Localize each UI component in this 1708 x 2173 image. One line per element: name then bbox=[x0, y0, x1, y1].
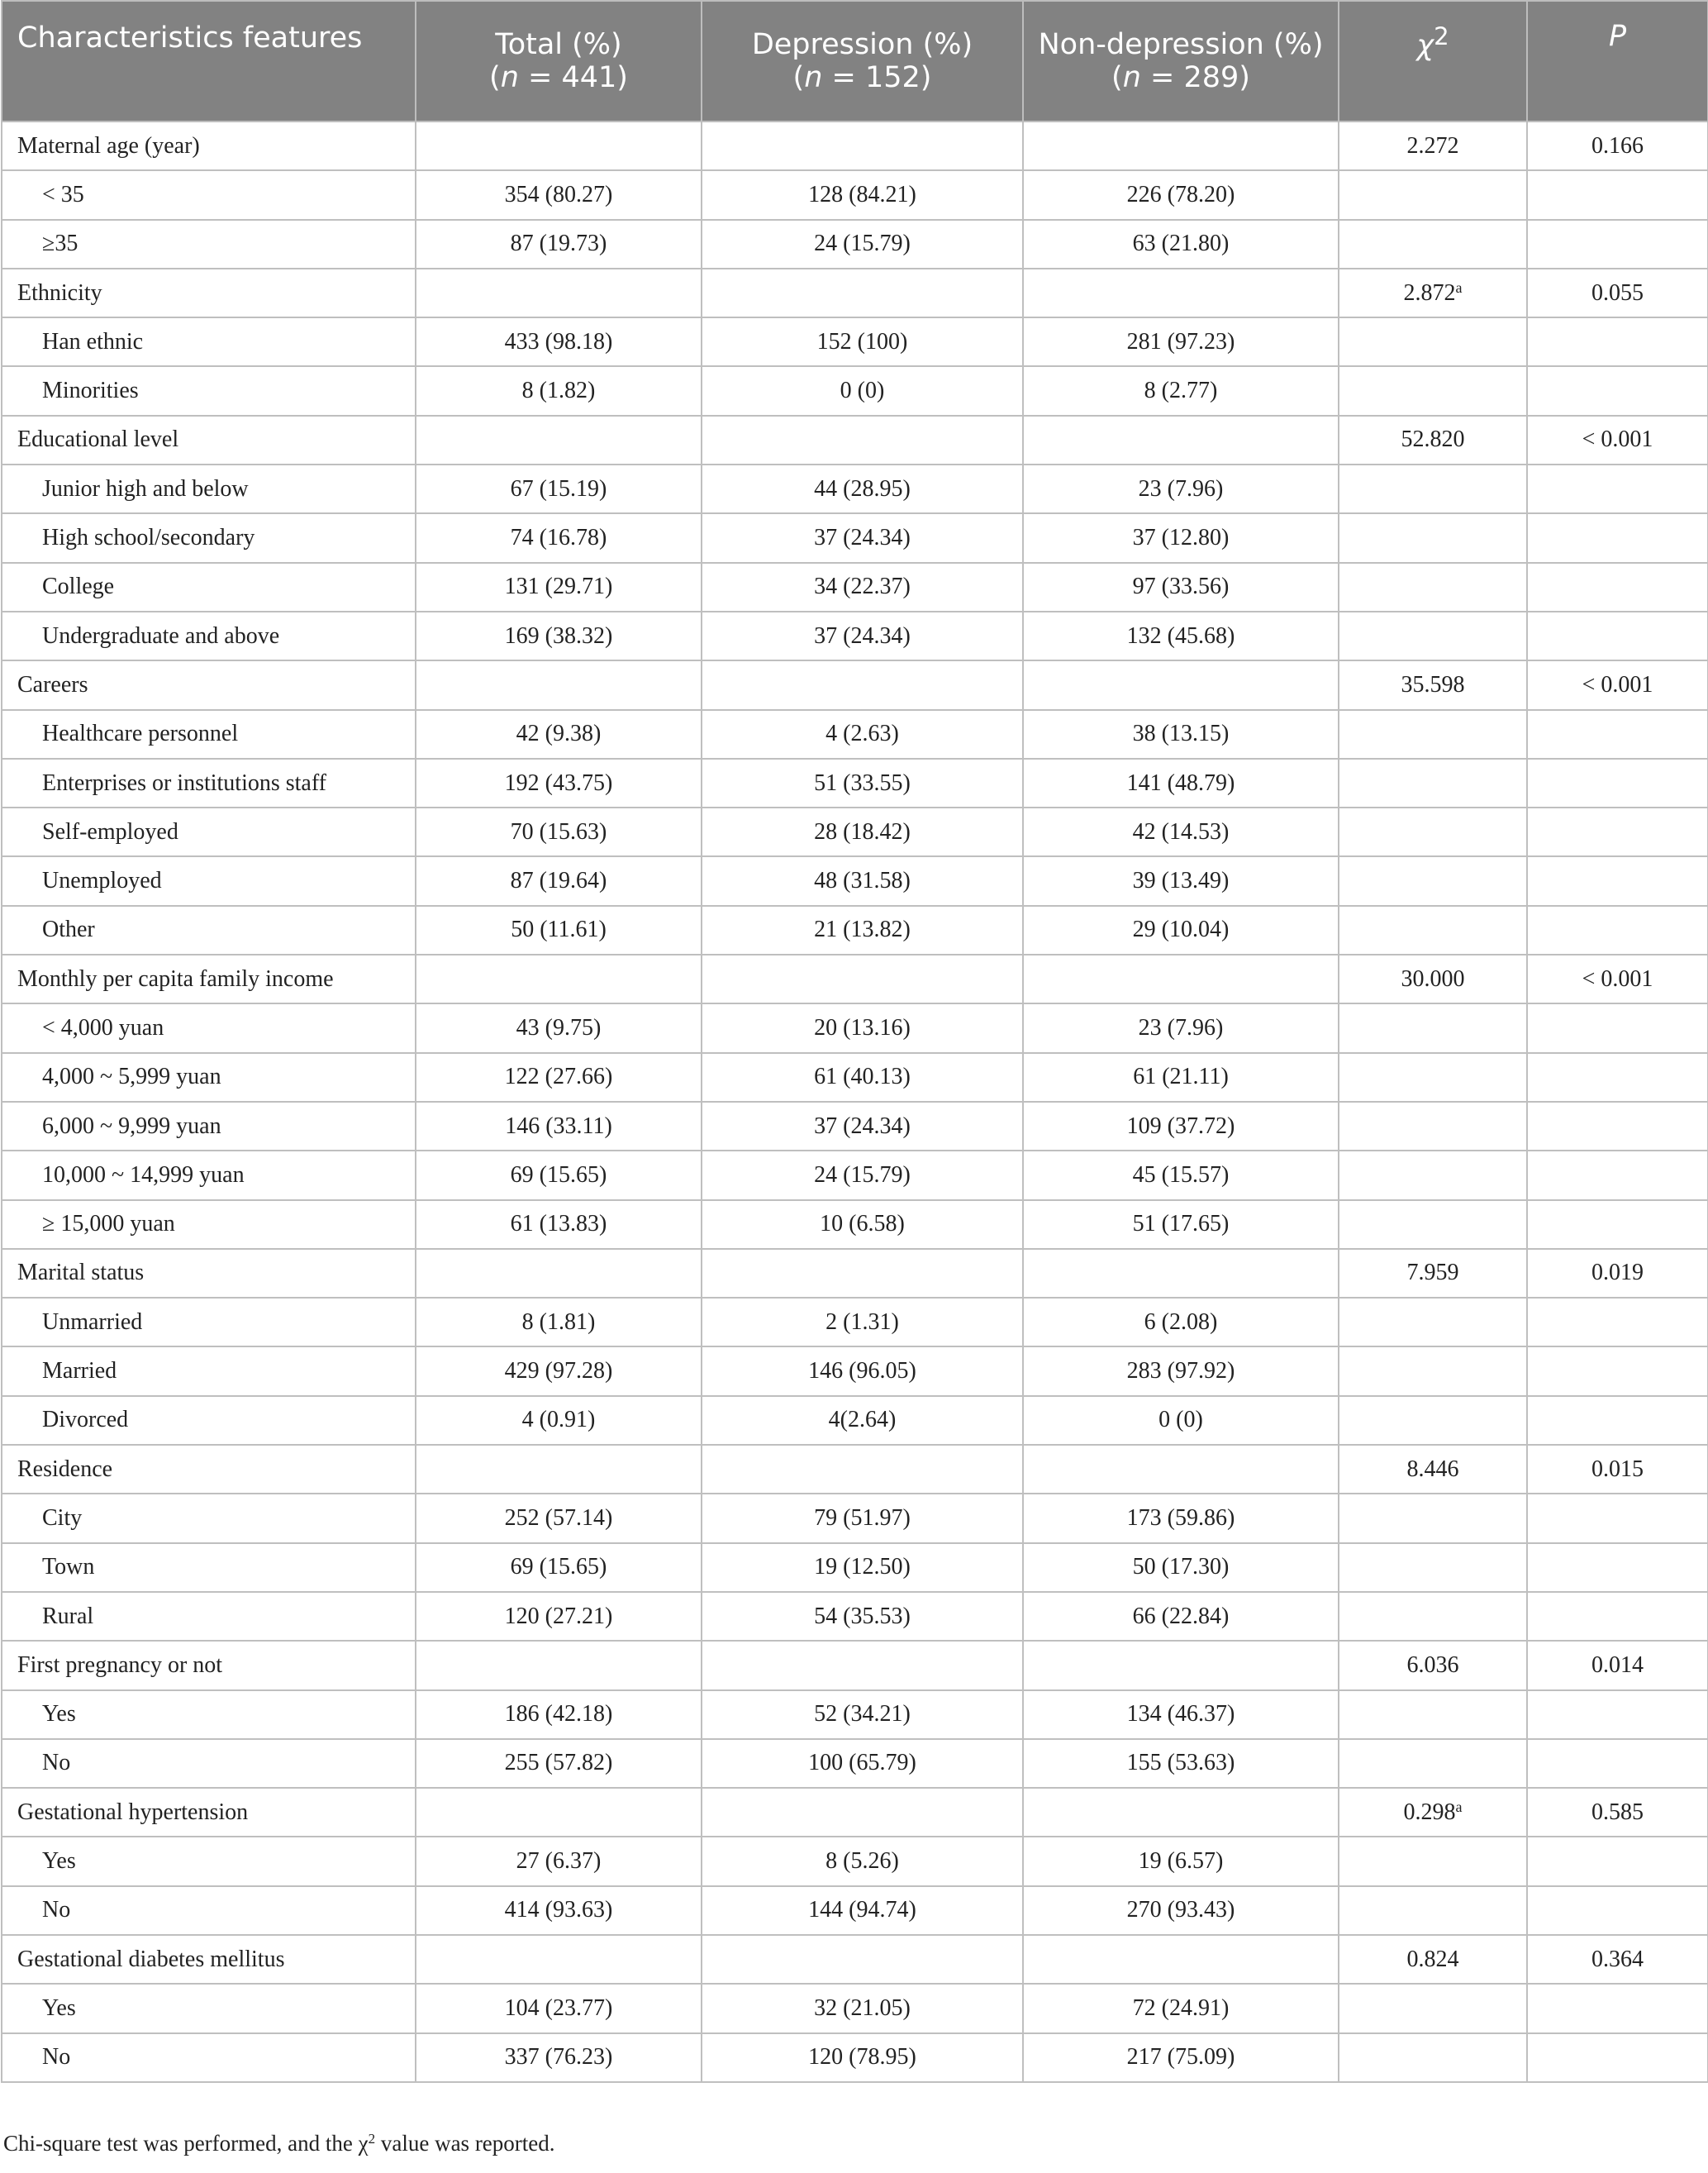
cell-characteristic: No bbox=[2, 2033, 416, 2082]
cell-characteristic: No bbox=[2, 1886, 416, 1935]
cell-p-value bbox=[1527, 563, 1708, 612]
cell-depression: 51 (33.55) bbox=[702, 759, 1023, 808]
cell-total: 186 (42.18) bbox=[416, 1690, 702, 1739]
cell-total: 169 (38.32) bbox=[416, 612, 702, 660]
table-row-subcategory bbox=[2, 1053, 1708, 1102]
cell-non-depression bbox=[1023, 1445, 1339, 1494]
table-row-subcategory bbox=[2, 1346, 1708, 1395]
cell-total: 104 (23.77) bbox=[416, 1984, 702, 2032]
cell-chi-square bbox=[1339, 1690, 1527, 1739]
table-row-category bbox=[2, 1935, 1708, 1984]
cell-non-depression bbox=[1023, 955, 1339, 1003]
cell-depression bbox=[702, 955, 1023, 1003]
cell-chi-square: 35.598 bbox=[1339, 660, 1527, 709]
cell-non-depression: 97 (33.56) bbox=[1023, 563, 1339, 612]
cell-total bbox=[416, 1445, 702, 1494]
cell-characteristic: Marital status bbox=[2, 1249, 416, 1298]
cell-non-depression: 66 (22.84) bbox=[1023, 1592, 1339, 1641]
cell-total bbox=[416, 416, 702, 465]
cell-depression: 28 (18.42) bbox=[702, 808, 1023, 856]
header-depression bbox=[702, 1, 1023, 122]
cell-non-depression: 39 (13.49) bbox=[1023, 856, 1339, 905]
cell-p-value bbox=[1527, 366, 1708, 415]
cell-chi-square bbox=[1339, 1346, 1527, 1395]
cell-non-depression: 173 (59.86) bbox=[1023, 1494, 1339, 1542]
cell-total bbox=[416, 269, 702, 317]
cell-characteristic: No bbox=[2, 1739, 416, 1788]
cell-chi-square bbox=[1339, 1886, 1527, 1935]
cell-total: 433 (98.18) bbox=[416, 317, 702, 366]
table-row-subcategory bbox=[2, 317, 1708, 366]
table-row-category bbox=[2, 122, 1708, 170]
cell-total bbox=[416, 122, 702, 170]
characteristics-table bbox=[1, 0, 1708, 2083]
cell-p-value bbox=[1527, 1690, 1708, 1739]
cell-total bbox=[416, 1788, 702, 1837]
header-p-value: P bbox=[1527, 1, 1708, 122]
cell-characteristic: City bbox=[2, 1494, 416, 1542]
cell-chi-square bbox=[1339, 1053, 1527, 1102]
cell-non-depression: 50 (17.30) bbox=[1023, 1543, 1339, 1592]
table-row-subcategory bbox=[2, 465, 1708, 513]
header-total bbox=[416, 1, 702, 122]
cell-p-value bbox=[1527, 1984, 1708, 2032]
table-row-category bbox=[2, 416, 1708, 465]
cell-depression: 144 (94.74) bbox=[702, 1886, 1023, 1935]
cell-characteristic: Monthly per capita family income bbox=[2, 955, 416, 1003]
cell-chi-square bbox=[1339, 1984, 1527, 2032]
table-row-subcategory bbox=[2, 710, 1708, 759]
cell-characteristic: Yes bbox=[2, 1837, 416, 1885]
table-row-subcategory bbox=[2, 1200, 1708, 1249]
cell-characteristic: Rural bbox=[2, 1592, 416, 1641]
cell-depression: 100 (65.79) bbox=[702, 1739, 1023, 1788]
cell-p-value: 0.015 bbox=[1527, 1445, 1708, 1494]
cell-chi-square bbox=[1339, 513, 1527, 562]
cell-p-value bbox=[1527, 465, 1708, 513]
header-nondepression bbox=[1023, 1, 1339, 122]
cell-total: 8 (1.81) bbox=[416, 1298, 702, 1346]
cell-chi-square bbox=[1339, 170, 1527, 219]
cell-total: 61 (13.83) bbox=[416, 1200, 702, 1249]
cell-characteristic: < 35 bbox=[2, 170, 416, 219]
table-row-subcategory bbox=[2, 1592, 1708, 1641]
table-row-subcategory bbox=[2, 1102, 1708, 1151]
cell-chi-square bbox=[1339, 612, 1527, 660]
cell-total bbox=[416, 660, 702, 709]
cell-non-depression: 109 (37.72) bbox=[1023, 1102, 1339, 1151]
table-row-subcategory bbox=[2, 513, 1708, 562]
cell-total: 354 (80.27) bbox=[416, 170, 702, 219]
cell-total: 146 (33.11) bbox=[416, 1102, 702, 1151]
cell-chi-square bbox=[1339, 710, 1527, 759]
cell-total: 69 (15.65) bbox=[416, 1151, 702, 1199]
cell-p-value bbox=[1527, 710, 1708, 759]
cell-non-depression: 155 (53.63) bbox=[1023, 1739, 1339, 1788]
cell-chi-square: 52.820 bbox=[1339, 416, 1527, 465]
cell-characteristic: Town bbox=[2, 1543, 416, 1592]
table-row-subcategory bbox=[2, 612, 1708, 660]
cell-total: 50 (11.61) bbox=[416, 906, 702, 955]
cell-p-value: 0.364 bbox=[1527, 1935, 1708, 1984]
cell-non-depression bbox=[1023, 416, 1339, 465]
cell-chi-square bbox=[1339, 1543, 1527, 1592]
cell-characteristic: Gestational hypertension bbox=[2, 1788, 416, 1837]
cell-chi-square bbox=[1339, 317, 1527, 366]
cell-characteristic: Yes bbox=[2, 1690, 416, 1739]
cell-non-depression: 51 (17.65) bbox=[1023, 1200, 1339, 1249]
cell-non-depression bbox=[1023, 1249, 1339, 1298]
table-row-subcategory bbox=[2, 563, 1708, 612]
cell-depression: 8 (5.26) bbox=[702, 1837, 1023, 1885]
cell-p-value bbox=[1527, 1739, 1708, 1788]
cell-chi-square bbox=[1339, 1298, 1527, 1346]
cell-p-value bbox=[1527, 2033, 1708, 2082]
cell-characteristic: First pregnancy or not bbox=[2, 1641, 416, 1689]
cell-chi-square bbox=[1339, 759, 1527, 808]
cell-p-value bbox=[1527, 906, 1708, 955]
cell-characteristic: Yes bbox=[2, 1984, 416, 2032]
cell-total: 337 (76.23) bbox=[416, 2033, 702, 2082]
cell-characteristic: 4,000 ~ 5,999 yuan bbox=[2, 1053, 416, 1102]
cell-chi-square bbox=[1339, 1494, 1527, 1542]
cell-p-value bbox=[1527, 317, 1708, 366]
header-depression-n: (n = 152) bbox=[792, 61, 932, 94]
cell-depression: 10 (6.58) bbox=[702, 1200, 1023, 1249]
cell-p-value bbox=[1527, 1053, 1708, 1102]
cell-p-value bbox=[1527, 856, 1708, 905]
cell-total: 192 (43.75) bbox=[416, 759, 702, 808]
cell-depression bbox=[702, 1788, 1023, 1837]
cell-chi-square: 7.959 bbox=[1339, 1249, 1527, 1298]
cell-total: 87 (19.64) bbox=[416, 856, 702, 905]
cell-total: 69 (15.65) bbox=[416, 1543, 702, 1592]
cell-p-value bbox=[1527, 1592, 1708, 1641]
cell-non-depression bbox=[1023, 660, 1339, 709]
cell-characteristic: Healthcare personnel bbox=[2, 710, 416, 759]
header-nondepression-n: (n = 289) bbox=[1111, 61, 1250, 94]
cell-depression bbox=[702, 1249, 1023, 1298]
cell-characteristic: Enterprises or institutions staff bbox=[2, 759, 416, 808]
cell-chi-square: 30.000 bbox=[1339, 955, 1527, 1003]
cell-depression: 152 (100) bbox=[702, 317, 1023, 366]
table-row-subcategory bbox=[2, 170, 1708, 219]
cell-non-depression bbox=[1023, 269, 1339, 317]
cell-non-depression: 23 (7.96) bbox=[1023, 1003, 1339, 1052]
header-characteristics: Characteristics features bbox=[2, 1, 416, 122]
table-body bbox=[2, 122, 1708, 2082]
header-total-label: Total (%) bbox=[495, 28, 622, 61]
cell-depression: 37 (24.34) bbox=[702, 1102, 1023, 1151]
cell-total bbox=[416, 1249, 702, 1298]
cell-depression: 24 (15.79) bbox=[702, 220, 1023, 269]
cell-depression: 2 (1.31) bbox=[702, 1298, 1023, 1346]
table-row-subcategory bbox=[2, 1739, 1708, 1788]
cell-p-value bbox=[1527, 612, 1708, 660]
cell-non-depression: 42 (14.53) bbox=[1023, 808, 1339, 856]
cell-characteristic: Unmarried bbox=[2, 1298, 416, 1346]
cell-non-depression: 283 (97.92) bbox=[1023, 1346, 1339, 1395]
cell-chi-square: 0.298$^a$ bbox=[1339, 1788, 1527, 1837]
cell-total: 27 (6.37) bbox=[416, 1837, 702, 1885]
cell-total: 42 (9.38) bbox=[416, 710, 702, 759]
cell-depression: 32 (21.05) bbox=[702, 1984, 1023, 2032]
table-row-subcategory bbox=[2, 1494, 1708, 1542]
cell-total: 252 (57.14) bbox=[416, 1494, 702, 1542]
cell-characteristic: Ethnicity bbox=[2, 269, 416, 317]
cell-p-value bbox=[1527, 1494, 1708, 1542]
cell-p-value bbox=[1527, 759, 1708, 808]
cell-depression bbox=[702, 122, 1023, 170]
cell-p-value bbox=[1527, 1151, 1708, 1199]
cell-p-value: 0.055 bbox=[1527, 269, 1708, 317]
cell-depression: 120 (78.95) bbox=[702, 2033, 1023, 2082]
cell-characteristic: High school/secondary bbox=[2, 513, 416, 562]
cell-characteristic: ≥ 15,000 yuan bbox=[2, 1200, 416, 1249]
table-footnote: Chi-square test was performed, and the $\chi^2$ value was reported. bbox=[3, 2131, 555, 2156]
cell-chi-square bbox=[1339, 1102, 1527, 1151]
cell-p-value: < 0.001 bbox=[1527, 955, 1708, 1003]
cell-chi-square bbox=[1339, 1003, 1527, 1052]
table-row-subcategory bbox=[2, 1984, 1708, 2032]
cell-total bbox=[416, 1935, 702, 1984]
cell-total: 122 (27.66) bbox=[416, 1053, 702, 1102]
cell-total: 70 (15.63) bbox=[416, 808, 702, 856]
cell-total: 43 (9.75) bbox=[416, 1003, 702, 1052]
table-row-category bbox=[2, 1788, 1708, 1837]
cell-chi-square: 6.036 bbox=[1339, 1641, 1527, 1689]
cell-characteristic: Careers bbox=[2, 660, 416, 709]
cell-p-value bbox=[1527, 808, 1708, 856]
cell-p-value bbox=[1527, 220, 1708, 269]
table-row-category bbox=[2, 955, 1708, 1003]
cell-characteristic: < 4,000 yuan bbox=[2, 1003, 416, 1052]
cell-non-depression: 63 (21.80) bbox=[1023, 220, 1339, 269]
cell-p-value bbox=[1527, 170, 1708, 219]
cell-p-value: 0.014 bbox=[1527, 1641, 1708, 1689]
cell-chi-square: 2.272 bbox=[1339, 122, 1527, 170]
cell-depression: 48 (31.58) bbox=[702, 856, 1023, 905]
table-row-category bbox=[2, 660, 1708, 709]
cell-depression: 24 (15.79) bbox=[702, 1151, 1023, 1199]
cell-non-depression: 226 (78.20) bbox=[1023, 170, 1339, 219]
cell-total: 414 (93.63) bbox=[416, 1886, 702, 1935]
cell-characteristic: Minorities bbox=[2, 366, 416, 415]
cell-non-depression: 6 (2.08) bbox=[1023, 1298, 1339, 1346]
cell-characteristic: Residence bbox=[2, 1445, 416, 1494]
table-row-subcategory bbox=[2, 759, 1708, 808]
cell-p-value bbox=[1527, 1837, 1708, 1885]
cell-characteristic: College bbox=[2, 563, 416, 612]
table-row-subcategory bbox=[2, 808, 1708, 856]
cell-non-depression: 141 (48.79) bbox=[1023, 759, 1339, 808]
cell-characteristic: ≥35 bbox=[2, 220, 416, 269]
cell-non-depression: 45 (15.57) bbox=[1023, 1151, 1339, 1199]
cell-p-value bbox=[1527, 1543, 1708, 1592]
cell-characteristic: Married bbox=[2, 1346, 416, 1395]
cell-depression: 4 (2.63) bbox=[702, 710, 1023, 759]
cell-non-depression: 0 (0) bbox=[1023, 1396, 1339, 1445]
header-depression-label: Depression (%) bbox=[751, 28, 973, 61]
cell-chi-square bbox=[1339, 220, 1527, 269]
cell-chi-square bbox=[1339, 2033, 1527, 2082]
cell-total: 74 (16.78) bbox=[416, 513, 702, 562]
cell-characteristic: Gestational diabetes mellitus bbox=[2, 1935, 416, 1984]
cell-chi-square bbox=[1339, 856, 1527, 905]
cell-characteristic: 6,000 ~ 9,999 yuan bbox=[2, 1102, 416, 1151]
cell-characteristic: Han ethnic bbox=[2, 317, 416, 366]
cell-total: 8 (1.82) bbox=[416, 366, 702, 415]
cell-non-depression bbox=[1023, 1788, 1339, 1837]
cell-chi-square bbox=[1339, 1396, 1527, 1445]
table-row-category bbox=[2, 1249, 1708, 1298]
cell-depression: 21 (13.82) bbox=[702, 906, 1023, 955]
cell-depression bbox=[702, 1935, 1023, 1984]
cell-chi-square bbox=[1339, 808, 1527, 856]
cell-non-depression: 132 (45.68) bbox=[1023, 612, 1339, 660]
cell-depression bbox=[702, 1641, 1023, 1689]
cell-non-depression: 281 (97.23) bbox=[1023, 317, 1339, 366]
cell-non-depression: 23 (7.96) bbox=[1023, 465, 1339, 513]
header-chi-square: $\chi^2$ bbox=[1339, 1, 1527, 122]
table-row-subcategory bbox=[2, 1886, 1708, 1935]
cell-chi-square bbox=[1339, 1592, 1527, 1641]
table-row-subcategory bbox=[2, 220, 1708, 269]
cell-chi-square bbox=[1339, 563, 1527, 612]
cell-chi-square bbox=[1339, 465, 1527, 513]
cell-characteristic: Unemployed bbox=[2, 856, 416, 905]
cell-non-depression bbox=[1023, 1641, 1339, 1689]
cell-depression bbox=[702, 660, 1023, 709]
cell-chi-square: 8.446 bbox=[1339, 1445, 1527, 1494]
cell-depression: 44 (28.95) bbox=[702, 465, 1023, 513]
cell-total: 4 (0.91) bbox=[416, 1396, 702, 1445]
cell-chi-square bbox=[1339, 366, 1527, 415]
cell-depression: 146 (96.05) bbox=[702, 1346, 1023, 1395]
table-row-subcategory bbox=[2, 366, 1708, 415]
cell-depression: 37 (24.34) bbox=[702, 513, 1023, 562]
table-header-row bbox=[2, 1, 1708, 122]
cell-non-depression bbox=[1023, 1935, 1339, 1984]
cell-depression: 20 (13.16) bbox=[702, 1003, 1023, 1052]
cell-non-depression: 19 (6.57) bbox=[1023, 1837, 1339, 1885]
cell-chi-square: 2.872$^a$ bbox=[1339, 269, 1527, 317]
cell-total: 67 (15.19) bbox=[416, 465, 702, 513]
cell-characteristic: Undergraduate and above bbox=[2, 612, 416, 660]
cell-depression: 128 (84.21) bbox=[702, 170, 1023, 219]
header-total-n: (n = 441) bbox=[489, 61, 628, 94]
table-row-category bbox=[2, 269, 1708, 317]
cell-p-value bbox=[1527, 1346, 1708, 1395]
cell-depression bbox=[702, 1445, 1023, 1494]
cell-depression: 61 (40.13) bbox=[702, 1053, 1023, 1102]
cell-p-value: 0.166 bbox=[1527, 122, 1708, 170]
cell-characteristic: Self-employed bbox=[2, 808, 416, 856]
table-row-subcategory bbox=[2, 2033, 1708, 2082]
cell-total bbox=[416, 1641, 702, 1689]
cell-p-value bbox=[1527, 1200, 1708, 1249]
cell-characteristic: Divorced bbox=[2, 1396, 416, 1445]
cell-non-depression: 270 (93.43) bbox=[1023, 1886, 1339, 1935]
table-row-subcategory bbox=[2, 856, 1708, 905]
cell-depression: 4(2.64) bbox=[702, 1396, 1023, 1445]
cell-p-value bbox=[1527, 1102, 1708, 1151]
cell-depression: 37 (24.34) bbox=[702, 612, 1023, 660]
cell-p-value: < 0.001 bbox=[1527, 660, 1708, 709]
cell-characteristic: Other bbox=[2, 906, 416, 955]
cell-characteristic: Maternal age (year) bbox=[2, 122, 416, 170]
table-row-subcategory bbox=[2, 1151, 1708, 1199]
cell-characteristic: 10,000 ~ 14,999 yuan bbox=[2, 1151, 416, 1199]
cell-p-value bbox=[1527, 1886, 1708, 1935]
cell-total: 131 (29.71) bbox=[416, 563, 702, 612]
cell-p-value bbox=[1527, 1003, 1708, 1052]
cell-p-value: 0.585 bbox=[1527, 1788, 1708, 1837]
cell-non-depression: 37 (12.80) bbox=[1023, 513, 1339, 562]
cell-non-depression bbox=[1023, 122, 1339, 170]
cell-non-depression: 72 (24.91) bbox=[1023, 1984, 1339, 2032]
cell-depression: 34 (22.37) bbox=[702, 563, 1023, 612]
cell-chi-square bbox=[1339, 906, 1527, 955]
cell-chi-square bbox=[1339, 1837, 1527, 1885]
cell-chi-square: 0.824 bbox=[1339, 1935, 1527, 1984]
cell-depression: 52 (34.21) bbox=[702, 1690, 1023, 1739]
table-row-subcategory bbox=[2, 1003, 1708, 1052]
cell-total: 429 (97.28) bbox=[416, 1346, 702, 1395]
cell-p-value: < 0.001 bbox=[1527, 416, 1708, 465]
table-row-category bbox=[2, 1641, 1708, 1689]
cell-non-depression: 38 (13.15) bbox=[1023, 710, 1339, 759]
cell-chi-square bbox=[1339, 1151, 1527, 1199]
cell-depression: 19 (12.50) bbox=[702, 1543, 1023, 1592]
cell-p-value: 0.019 bbox=[1527, 1249, 1708, 1298]
table-row-subcategory bbox=[2, 1396, 1708, 1445]
cell-p-value bbox=[1527, 513, 1708, 562]
table-row-subcategory bbox=[2, 1543, 1708, 1592]
table-row-subcategory bbox=[2, 1690, 1708, 1739]
cell-total: 87 (19.73) bbox=[416, 220, 702, 269]
cell-total: 120 (27.21) bbox=[416, 1592, 702, 1641]
cell-non-depression: 217 (75.09) bbox=[1023, 2033, 1339, 2082]
cell-characteristic: Junior high and below bbox=[2, 465, 416, 513]
cell-depression: 0 (0) bbox=[702, 366, 1023, 415]
table-row-subcategory bbox=[2, 1837, 1708, 1885]
cell-total: 255 (57.82) bbox=[416, 1739, 702, 1788]
cell-depression bbox=[702, 416, 1023, 465]
cell-p-value bbox=[1527, 1298, 1708, 1346]
cell-non-depression: 29 (10.04) bbox=[1023, 906, 1339, 955]
table-row-category bbox=[2, 1445, 1708, 1494]
cell-chi-square bbox=[1339, 1739, 1527, 1788]
table-row-subcategory bbox=[2, 1298, 1708, 1346]
cell-characteristic: Educational level bbox=[2, 416, 416, 465]
cell-depression bbox=[702, 269, 1023, 317]
header-nondepression-label: Non-depression (%) bbox=[1038, 28, 1324, 61]
cell-chi-square bbox=[1339, 1200, 1527, 1249]
cell-non-depression: 8 (2.77) bbox=[1023, 366, 1339, 415]
cell-non-depression: 134 (46.37) bbox=[1023, 1690, 1339, 1739]
cell-non-depression: 61 (21.11) bbox=[1023, 1053, 1339, 1102]
cell-total bbox=[416, 955, 702, 1003]
cell-depression: 79 (51.97) bbox=[702, 1494, 1023, 1542]
cell-depression: 54 (35.53) bbox=[702, 1592, 1023, 1641]
table-row-subcategory bbox=[2, 906, 1708, 955]
cell-p-value bbox=[1527, 1396, 1708, 1445]
